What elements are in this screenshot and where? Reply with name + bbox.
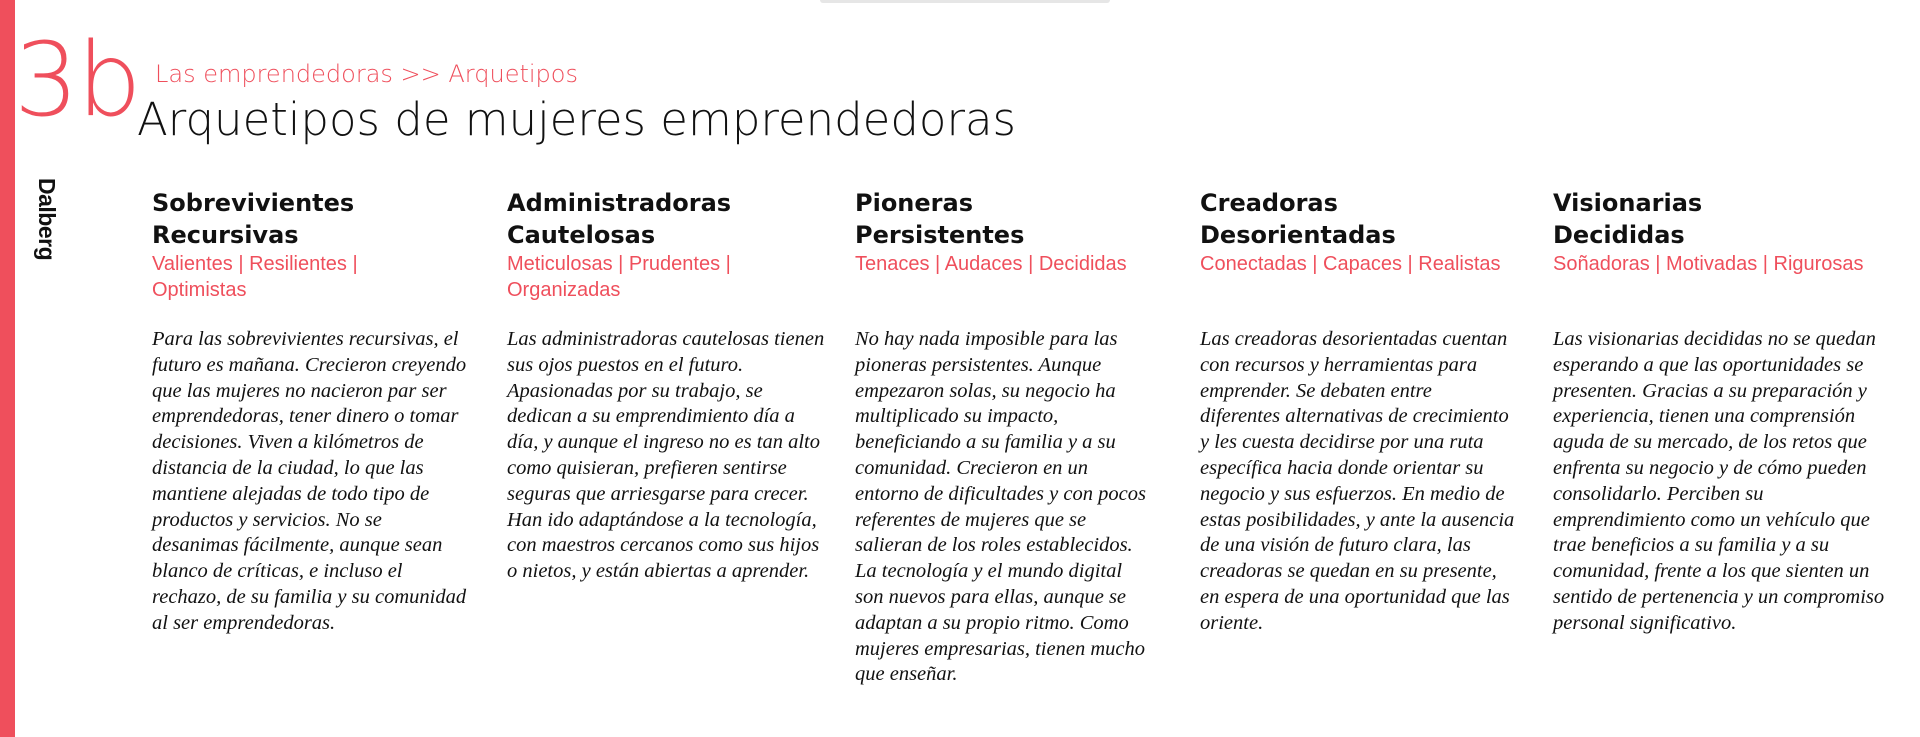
archetype-description: Las visionarias decididas no se quedan esperando a que las oportunidades se presenten. Gracias a su preparación y experiencia, tienen una comprensión aguda de su mercado, de los retos que enfrenta su negocio y de cómo pueden consolidarlo. Perciben su emprendimiento como un vehículo que trae beneficios a su familia y a su comunidad, frente a los que sienten un sentido de pertenencia y un compromiso personal significativo. <box>1553 328 1885 634</box>
archetype-description: Para las sobrevivientes recursivas, el futuro es mañana. Crecieron creyendo que las mujeres no nacieron par ser emprendedoras, tener dinero o tomar decisiones. Viven a kilómetros de distancia de la ciudad, lo que las mantiene alejadas de todo tipo de productos y servicios. No se desanimas fácilmente, aunque sean blanco de críticas, e incluso el rechazo, de su familia y su comunidad al ser emprendedoras. <box>152 328 467 634</box>
top-tab-indicator <box>820 0 1110 3</box>
archetype-card-sobrevivientes <box>152 187 474 634</box>
archetype-title: Administradoras Cautelosas <box>507 189 732 249</box>
archetype-traits: Valientes | Resilientes | Optimistas <box>152 253 358 301</box>
brand-logo-text: Dalberg <box>34 178 60 261</box>
archetype-title: Sobrevivientes Recursivas <box>152 189 355 249</box>
archetype-card-pioneras <box>855 187 1155 686</box>
section-number: 3b <box>14 21 140 140</box>
breadcrumb: Las emprendedoras >> Arquetipos <box>155 60 578 88</box>
archetype-traits: Soñadoras | Motivadas | Rigurosas <box>1553 253 1864 275</box>
page-title: Arquetipos de mujeres emprendedoras <box>137 93 1016 146</box>
archetype-card-administradoras <box>507 187 825 583</box>
archetype-card-visionarias <box>1553 187 1898 634</box>
archetype-traits: Conectadas | Capaces | Realistas <box>1200 253 1501 275</box>
archetype-card-creadoras <box>1200 187 1525 634</box>
archetype-description: Las administradoras cautelosas tienen sus ojos puestos en el futuro. Apasionadas por su trabajo, se dedican a su emprendimiento día a día, y aunque el ingreso no es tan alto como quisieran, prefieren sentirse seguras que arriesgarse para crecer. Han ido adaptándose a la tecnología, con maestros cercanos como sus hijos o nietos, y están abiertas a aprender. <box>507 328 825 583</box>
archetype-description: Las creadoras desorientadas cuentan con recursos y herramientas para emprender. Se debaten entre diferentes alternativas de crecimiento y les cuesta decidirse por una ruta específica hacia donde orientar su negocio y sus esfuerzos. En medio de estas posibilidades, y ante la ausencia de una visión de futuro clara, las creadoras se quedan en su presente, en espera de una oportunidad que las oriente. <box>1200 328 1515 634</box>
archetype-description: No hay nada imposible para las pioneras persistentes. Aunque empezaron solas, su negocio ha multiplicado su impacto, beneficiando a su familia y a su comunidad. Crecieron en un entorno de dificultades y con pocos referentes de mujeres que se salieran de los roles establecidos. La tecnología y el mundo digital son nuevos para ellas, aunque se adaptan a su propio ritmo. Como mujeres empresarias, tienen mucho que enseñar. <box>855 328 1146 686</box>
archetype-title: Visionarias Decididas <box>1553 189 1703 249</box>
archetype-traits: Tenaces | Audaces | Decididas <box>855 253 1127 275</box>
archetype-traits: Meticulosas | Prudentes | Organizadas <box>507 253 731 301</box>
accent-bar <box>0 0 15 737</box>
brand-logo <box>30 178 60 278</box>
archetype-title: Creadoras Desorientadas <box>1200 189 1396 249</box>
archetype-title: Pioneras Persistentes <box>855 189 1025 249</box>
